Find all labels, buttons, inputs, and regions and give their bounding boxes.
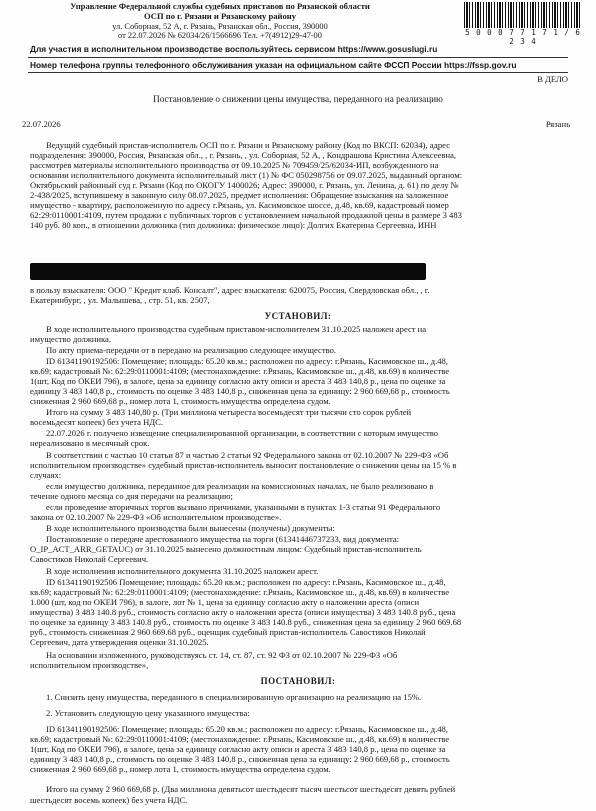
document-city: Рязань xyxy=(545,119,570,129)
text-line: ID 61341190192506: Помещение; площадь: 65.20 кв.м.; расположен по адресу: г.Рязань, Касимовское ш., д.48, xyxy=(46,356,448,366)
creditor-line: Екатеринбург, , ул. Малышева, , стр. 51, кв. 2507, xyxy=(30,295,210,305)
text-line: 2. Установить следующую цену указанного имущества: xyxy=(46,708,250,718)
text-line: сниженная 2 960 669,68 р., номер лота 1, стоимость имущества определена судом. xyxy=(30,396,331,406)
text-line: В соответствии с частью 10 статьи 87 и частью 2 статьи 92 Федерального закона от 02.10.2007 № 229-ФЗ «Об xyxy=(46,450,449,460)
text-line: единицу 3 483 140,8 р., стоимость по оценке 3 483 140,8 р., сниженная цена за единицу: 2 960 669,68 р., стоимость xyxy=(30,386,450,396)
text-line: рассмотрев материалы исполнительного производства от 09.10.2025 № 709459/25/62034-ИП, возбужденного на xyxy=(30,160,439,170)
text-line: кв.69; кадастровый №: 62:29:0110001:4109; (местонахождение: г.Рязань, Касимовское ш., д.48, кв.69) в количестве xyxy=(30,587,450,597)
text-line: В ходе исполнительного производства судебным приставом-исполнителем 31.10.2025 наложен арест на xyxy=(46,324,427,334)
text-line: основании исполнительного документа исполнительный лист (1) № ФС 050298756 от 09.07.2025, выданный органом: xyxy=(30,170,463,180)
text-line: 1. Снизить цену имущества, переданного в специализированную организацию на реализацию на 15%. xyxy=(46,692,422,702)
text-line: исполнительном производстве» судебный пристав-исполнитель выносит постановление о снижении цены на 15 % в xyxy=(30,460,457,470)
established-heading: УСТАНОВИЛ: xyxy=(264,311,332,321)
text-line: O_IP_ACT_ARR_GETAUC) от 31.10.2025 вынесено должностным лицом: Судебный пристав-исполнитель xyxy=(30,544,422,554)
text-line: сниженная 2 960 669,68 р., номер лота 1, стоимость имущества определена судом. xyxy=(30,764,331,774)
text-line: Постановление о передаче арестованного имущества на торги (61341446737233, вид документа: xyxy=(46,534,400,544)
text-line: 1.000 (шт, код по ОКЕИ 796), в залоге, лот № 1, цена за единицу согласно акту о наложении ареста (описи xyxy=(30,597,420,607)
document-reference: от 22.07.2026 № 62034/26/1566696 Тел. +7(4912)29-47-00 xyxy=(118,31,322,40)
text-line: По акту приема-передачи от в передано на реализацию следующее имущество. xyxy=(46,345,337,355)
document-title: Постановление о снижении цены имущества, переданного на реализацию xyxy=(153,94,443,104)
text-line: В ходе исполнения исполнительного документа 31.10.2025 наложен арест. xyxy=(46,566,319,576)
text-line: Ведущий судебный пристав-исполнитель ОСП по г. Рязани и Рязанскому району (Код по ВКСП: 62034), адрес xyxy=(46,140,451,150)
barcode-number: 5 0 0 0 7 7 1 7 1 / 6 2 3 4 xyxy=(465,28,581,46)
text-line: имущество - квартиру, расположенную по адресу г.Рязань, ул. Касимовское шоссе, д.48, кв.69, кадастровый номер xyxy=(30,200,449,210)
text-line: восемьдесят копеек) без учета НДС. xyxy=(30,417,164,427)
text-line: случаях: xyxy=(30,470,62,480)
text-line: подразделения: 390000, Россия, Рязанская обл., , г. Рязань, , ул. Соборная, 52 А, , Кондрашова Кристина Алексеевна, xyxy=(30,150,457,160)
text-line: имущества) 3 483 140.8 руб., стоимость согласно акту о наложении ареста (описи имущества) 3 483 140.8 руб., цена xyxy=(30,607,456,617)
text-line: 2-438/2025, вступившему в законную силу 08.07.2025, предмет исполнения: Обращение взыскания на заложенное xyxy=(30,190,449,200)
text-line: Сергеевич, дата утверждения оценки 31.10.2025. xyxy=(30,637,209,647)
text-line: 140 руб. 80 коп., в отношении должника (тип должника: физическое лицо): Долгих Екатерина Сергеевна, ИНН xyxy=(30,220,437,230)
divider xyxy=(28,57,568,58)
text-line: ID 61341190192506 Помещение; площадь: 65.20 кв.м.; расположен по адресу: г.Рязань, Касимовское ш., д.48, xyxy=(46,577,446,587)
text-line: Октябрьский районный суд г. Рязани (Код по ОКОГУ 1400026; Адрес: 390000, г. Рязань, ул. Ленина, д. 61) по делу № xyxy=(30,180,459,190)
text-line: кв.69; кадастровый №: 62:29:0110001:4109; (местонахождение: г.Рязань, Касимовское ш., д.48, кв.69) в количестве xyxy=(30,734,450,744)
text-line: Итого на сумму 2 960 669,68 р. (Два миллиона девятьсот шестьдесят тысяч шестьсот шестьдесят девять рублей xyxy=(46,784,456,794)
text-line: ID 61341190192506: Помещение; площадь: 65.20 кв.м.; расположен по адресу: г.Рязань, Касимовское ш., д.48, xyxy=(46,724,448,734)
barcode-bars xyxy=(464,2,582,28)
agency-name: Управление Федеральной службы судебных приставов по Рязанской области xyxy=(70,1,370,11)
file-mark: В ДЕЛО xyxy=(537,74,568,84)
text-line: имущество должника. xyxy=(30,334,111,344)
text-line: если имущество должника, переданное для реализации на комиссионных началах, не было реализовано в xyxy=(46,481,434,491)
text-line: кв.69; кадастровый №: 62:29:0110001:4109; (местонахождение: г.Рязань, Касимовское ш., д.48, кв.69) в количестве xyxy=(30,366,450,376)
barcode xyxy=(464,2,582,46)
creditor-line: в пользу взыскателя: ООО " Кредит клаб. Консалт", адрес взыскателя: 620075, Россия, Свердловская обл., , г. xyxy=(30,285,430,295)
text-line: 1(шт, Код по ОКЕИ 796), в залоге, цена за единицу согласно акту описи и ареста 3 483 140,8 р., цена по оценке за xyxy=(30,744,446,754)
phone-notice: Номер телефона группы телефонного обслуживания указан на официальном сайте ФССП России https://fssp.gov.ru xyxy=(30,60,517,70)
text-line: по оценке за единицу 3 483 140.8 руб., стоимость по оценке 3 483 140.8 руб., сниженная цена за единицу 2 960 669.68 xyxy=(30,617,462,627)
text-line: исполнительном производстве», xyxy=(30,660,149,670)
redaction-bar xyxy=(30,263,426,280)
text-line: В ходе исполнительного производства были вынесены (получены) документы: xyxy=(46,523,335,533)
gosuslugi-notice: Для участия в исполнительном производстве воспользуйтесь сервисом https://www.gosuslugi.ru xyxy=(30,44,438,54)
department-address: ул. Соборная, 52 А, г. Рязань, Рязанская обл., Россия, 390000 xyxy=(112,22,328,31)
department-name: ОСП по г. Рязани и Рязанскому району xyxy=(143,11,297,21)
text-line: Савостиков Николай Сергеевич. xyxy=(30,554,149,564)
text-line: Итого на сумму 3 483 140,80 р. (Три миллиона четыреста восемьдесят три тысячи сто сорок рублей xyxy=(46,407,412,417)
text-line: 1(шт, Код по ОКЕИ 796), в залоге, цена за единицу согласно акту описи и ареста 3 483 140,8 р., цена по оценке за xyxy=(30,376,446,386)
resolved-heading: ПОСТАНОВИЛ: xyxy=(260,676,336,686)
text-line: закона от 02.10.2007 № 229-ФЗ «Об исполнительном производстве». xyxy=(30,512,282,522)
text-line: На основании изложенного, руководствуясь ст. 14, ст. 87, ст. 92 ФЗ от 02.10.2007 № 229-ФЗ «Об xyxy=(46,650,398,660)
text-line: 62:29:0110001:4109, путем продажи с публичных торгов с установлением начальной продажной цены в размере 3 483 xyxy=(30,210,462,220)
text-line: 22.07.2026 г. получено извещение специализированной организации, в соответствии с которым имущество xyxy=(46,428,439,438)
document-date: 22.07.2026 xyxy=(22,119,61,129)
text-line: шестьдесят восемь копеек) без учета НДС. xyxy=(30,795,188,805)
divider xyxy=(28,72,568,73)
text-line: руб., стоимость сниженная 2 960 669.68 руб., оценщик судебный пристав-исполнитель Савостиков Николай xyxy=(30,627,426,637)
text-line: течение одного месяца со дня передачи на реализацию; xyxy=(30,491,233,501)
text-line: единицу 3 483 140,8 р., стоимость по оценке 3 483 140,8 р., сниженная цена за единицу: 2 960 669,68 р., стоимость xyxy=(30,754,450,764)
text-line: нереализовано в месячный срок. xyxy=(30,438,150,448)
text-line: если проведение вторичных торгов вызвано причинами, указанными в пунктах 1-3 статьи 91 Федерального xyxy=(46,502,441,512)
